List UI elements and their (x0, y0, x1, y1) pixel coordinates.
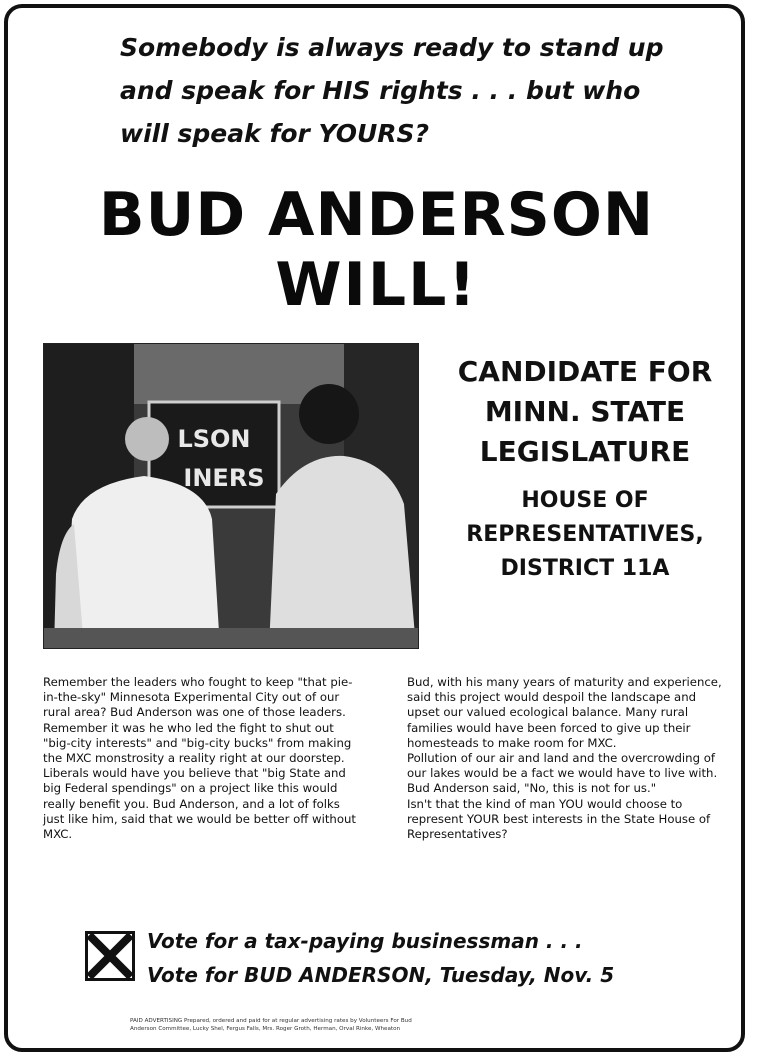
disclaimer-line-1: PAID ADVERTISING Prepared, ordered and paid for at regular advertising rates by Volunteers For Bud (130, 1018, 412, 1024)
candidate-photo (43, 343, 419, 649)
tagline-line-2: and speak for HIS rights . . . but who (120, 76, 641, 105)
photo-illustration (44, 344, 418, 648)
tagline-line-3: will speak for YOURS? (120, 119, 430, 148)
headline-name: BUD ANDERSON (98, 180, 655, 250)
candidate-line-3: LEGISLATURE (479, 435, 691, 468)
vote-line-2: Vote for BUD ANDERSON, Tuesday, Nov. 5 (147, 963, 615, 987)
body-right-paragraph-2: Pollution of our air and land and the overcrowding of our lakes would be a fact we would have to live with. Bud Anderson said, "No, this is not for us." (407, 751, 718, 796)
vote-line-1: Vote for a tax-paying businessman . . . (147, 929, 583, 953)
body-left-paragraph-2: Remember it was he who led the fight to shut out "big-city interests" and "big-city bucks" from making the MXC monstrosity a reality right at our doorstep. (43, 720, 352, 766)
body-right-paragraph-3: Isn't that the kind of man YOU would choose to represent YOUR best interests in the State House of Representatives? (407, 796, 711, 842)
headline (0, 180, 753, 320)
body-right-column (407, 675, 727, 842)
headline-will: WILL! (275, 250, 478, 320)
sign-text-1: LSON (177, 425, 251, 453)
body-left-paragraph-1: Remember the leaders who fought to keep "that pie-in-the-sky" Minnesota Experimental City out of our rural area? Bud Anderson was one of those leaders. (43, 675, 353, 720)
candidate-line-6: DISTRICT 11A (500, 556, 670, 581)
candidate-line-2: MINN. STATE (484, 395, 686, 428)
vote-lines (147, 924, 614, 992)
paid-advertising-disclaimer (130, 1017, 650, 1033)
sign-text-2: INERS (183, 464, 265, 492)
body-left-paragraph-3: Liberals would have you believe that "big State and big Federal spendings" on a project like this would really benefit you. Bud Anderson, and a lot of folks just like him, said that we would be better off without MXC. (43, 766, 356, 842)
candidate-info (430, 352, 740, 586)
candidate-line-1: CANDIDATE FOR (457, 355, 713, 388)
ballot-x-icon (85, 931, 135, 981)
disclaimer-line-2: Anderson Committee, Lucky Shel, Fergus Falls, Mrs. Roger Groth, Herman, Orval Rinke, Wheaton (130, 1026, 401, 1032)
candidate-line-4: HOUSE OF (521, 488, 649, 513)
tagline (120, 26, 680, 155)
body-right-paragraph-1: Bud, with his many years of maturity and experience, said this project would despoil the landscape and upset our valued ecological balance. Many rural families would have been forced to give up their homesteads to make room for MXC. (407, 675, 722, 750)
body-left-column (43, 675, 363, 842)
candidate-line-5: REPRESENTATIVES, (466, 522, 704, 547)
tagline-line-1: Somebody is always ready to stand up (120, 33, 664, 62)
